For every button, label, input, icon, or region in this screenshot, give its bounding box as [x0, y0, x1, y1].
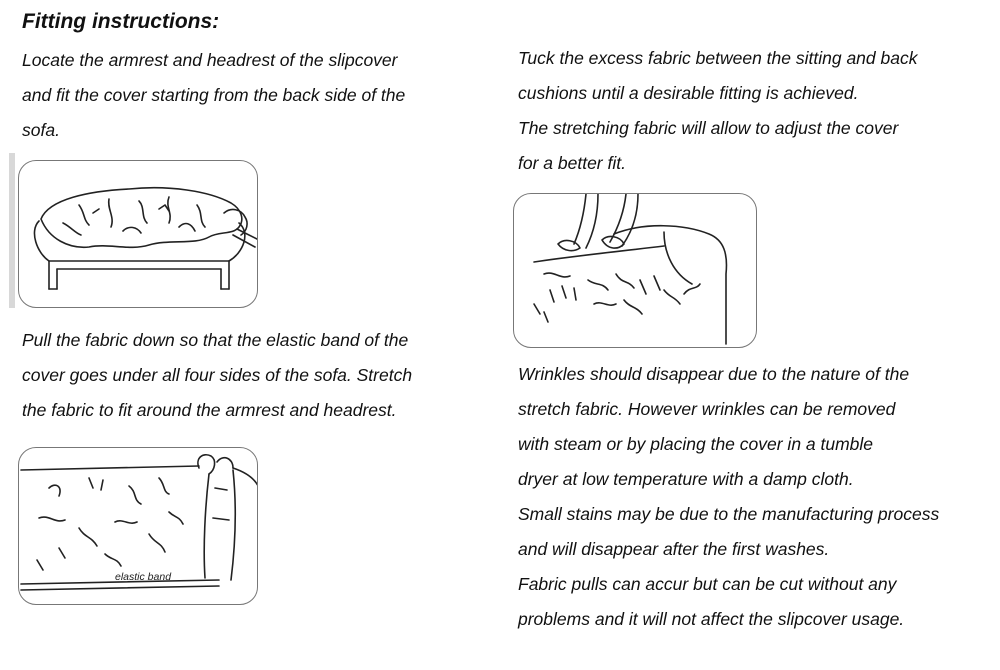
- step2-line: cover goes under all four sides of the sofa. Stretch: [22, 365, 413, 385]
- hands-tucking-fabric-icon: [514, 194, 757, 348]
- step2-line: the fabric to fit around the armrest and headrest.: [22, 400, 397, 420]
- step1-line: and fit the cover starting from the back side of the: [22, 85, 406, 105]
- note-line: with steam or by placing the cover in a tumble: [518, 434, 874, 454]
- note-line: Fabric pulls can accur but can be cut without any: [518, 574, 897, 594]
- illustration-shadow: [9, 153, 15, 308]
- step3-line: cushions until a desirable fitting is achieved.: [518, 83, 859, 103]
- illustration-sofa-cover: [18, 160, 258, 308]
- step1-line: Locate the armrest and headrest of the slipcover: [22, 50, 398, 70]
- note-line: Wrinkles should disappear due to the nature of the: [518, 364, 910, 384]
- step3-line: for a better fit.: [518, 153, 626, 173]
- note-line: problems and it will not affect the slipcover usage.: [518, 609, 905, 629]
- note-line: Small stains may be due to the manufacturing process: [518, 504, 940, 524]
- illustration-tuck-fabric: [513, 193, 757, 348]
- note-line: and will disappear after the first washes.: [518, 539, 830, 559]
- illustration-pull-fabric: [18, 447, 258, 605]
- step2-line: Pull the fabric down so that the elastic band of the: [22, 330, 409, 350]
- sofa-with-draped-cover-icon: [19, 161, 258, 308]
- step1-line: sofa.: [22, 120, 60, 140]
- step3-line: The stretching fabric will allow to adjust the cover: [518, 118, 899, 138]
- note-line: dryer at low temperature with a damp cloth.: [518, 469, 854, 489]
- elastic-band-label: elastic band: [115, 571, 172, 583]
- page-title: Fitting instructions:: [22, 10, 220, 33]
- step3-line: Tuck the excess fabric between the sitting and back: [518, 48, 918, 68]
- note-line: stretch fabric. However wrinkles can be removed: [518, 399, 896, 419]
